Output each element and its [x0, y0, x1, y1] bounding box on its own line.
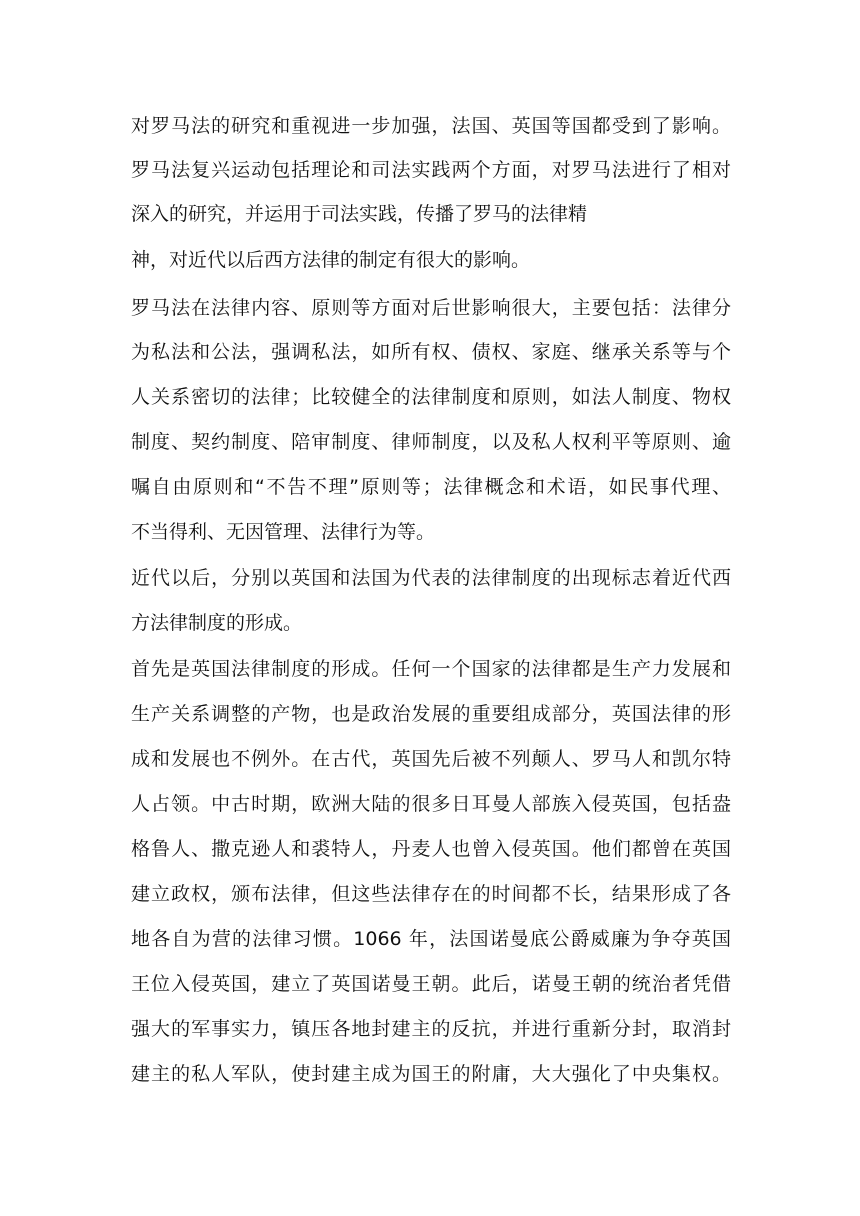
- text-line: 深入的研究，并运用于司法实践，传播了罗马的法律精: [131, 203, 588, 225]
- text-line: 强大的军事实力，镇压各地封建主的反抗，并进行重新分封，取消封: [131, 1018, 731, 1040]
- text-line: 嘱自由原则和“不告不理”原则等；法律概念和术语，如民事代理、: [131, 476, 731, 498]
- text-line: 建立政权，颁布法律，但这些法律存在的时间都不长，结果形成了各: [131, 883, 731, 905]
- text-line: 不当得利、无因管理、法律行为等。: [131, 521, 436, 543]
- text-line: 王位入侵英国，建立了英国诺曼王朝。此后，诺曼王朝的统治者凭借: [131, 973, 731, 995]
- text-line: 神，对近代以后西方法律的制定有很大的影响。: [131, 249, 531, 271]
- text-line: 罗马法复兴运动包括理论和司法实践两个方面，对罗马法进行了相对: [131, 159, 731, 181]
- text-line: 人关系密切的法律；比较健全的法律制度和原则，如法人制度、物权: [131, 386, 731, 408]
- text-line: 格鲁人、撒克逊人和裘特人，丹麦人也曾入侵英国。他们都曾在英国: [131, 838, 731, 860]
- text-line: 方法律制度的形成。: [131, 612, 303, 634]
- text-line: 近代以后，分别以英国和法国为代表的法律制度的出现标志着近代西: [131, 567, 731, 589]
- text-line: 罗马法在法律内容、原则等方面对后世影响很大，主要包括：法律分: [131, 297, 731, 319]
- text-line: 建主的私人军队，使封建主成为国王的附庸，大大强化了中央集权。: [131, 1063, 731, 1085]
- text-line: 地各自为营的法律习惯。1066 年，法国诺曼底公爵威廉为争夺英国: [131, 928, 731, 950]
- text-line: 生产关系调整的产物，也是政治发展的重要组成部分，英国法律的形: [131, 703, 731, 725]
- text-line: 首先是英国法律制度的形成。任何一个国家的法律都是生产力发展和: [131, 658, 731, 680]
- text-line: 对罗马法的研究和重视进一步加强，法国、英国等国都受到了影响。: [131, 115, 731, 137]
- text-line: 成和发展也不例外。在古代，英国先后被不列颠人、罗马人和凯尔特: [131, 748, 731, 770]
- text-line: 人占领。中古时期，欧洲大陆的很多日耳曼人部族入侵英国，包括盎: [131, 793, 731, 815]
- text-line: 为私法和公法，强调私法，如所有权、债权、家庭、继承关系等与个: [131, 341, 731, 363]
- text-line: 制度、契约制度、陪审制度、律师制度，以及私人权利平等原则、逾: [131, 431, 731, 453]
